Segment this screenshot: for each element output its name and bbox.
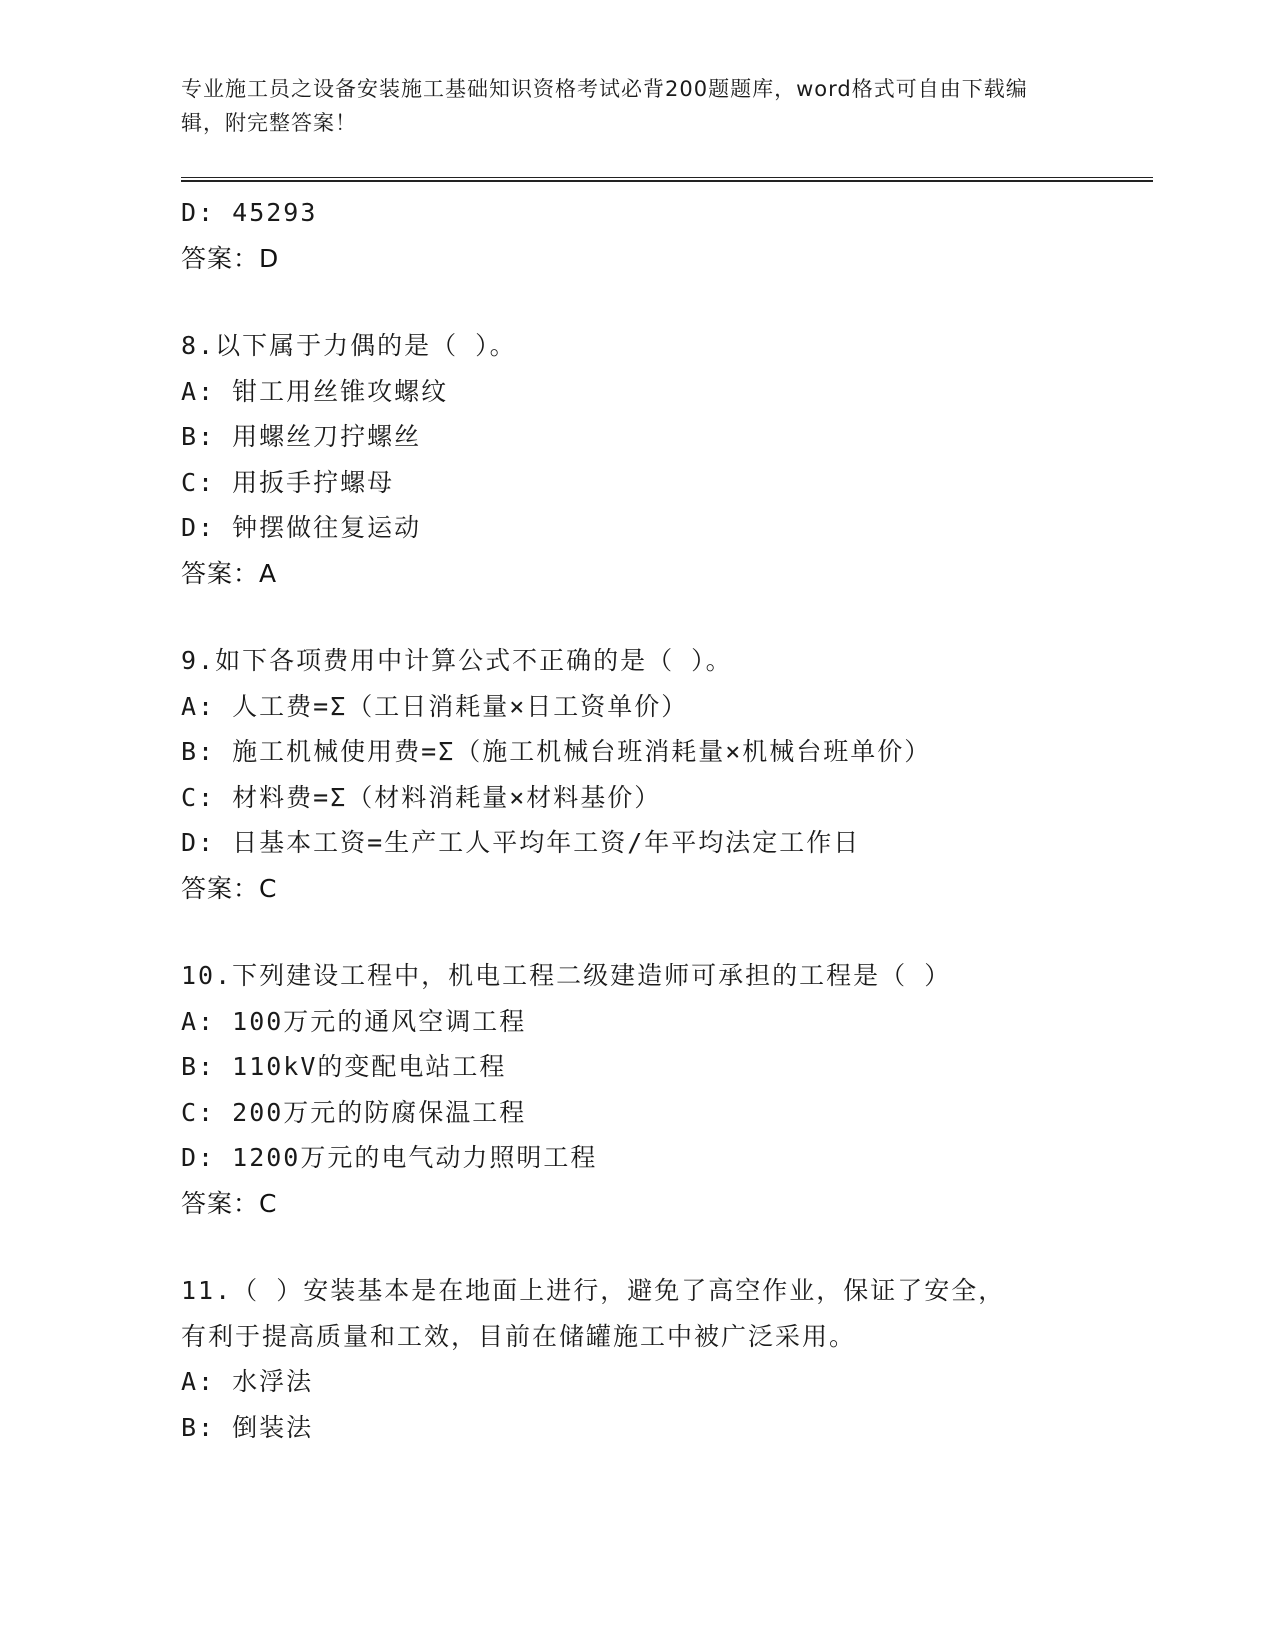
prev-question-option-d: D: 45293 — [181, 198, 318, 227]
question-stem: 9.如下各项费用中计算公式不正确的是（ ）。 — [181, 646, 733, 675]
question-spacer — [181, 596, 1153, 638]
option-d: D: 1200万元的电气动力照明工程 — [181, 1143, 598, 1172]
question-spacer — [181, 1226, 1153, 1268]
question-8 — [181, 323, 1153, 596]
question-spacer — [181, 281, 1153, 323]
question-content — [181, 190, 1153, 1450]
option-a: A: 人工费=Σ（工日消耗量×日工资单价） — [181, 691, 689, 721]
question-spacer — [181, 911, 1153, 953]
option-a: A: 100万元的通风空调工程 — [181, 1006, 527, 1036]
option-c: C: 用扳手拧螺母 — [181, 467, 395, 497]
option-b: B: 110kV的变配电站工程 — [181, 1052, 507, 1081]
option-a: A: 水浮法 — [181, 1367, 314, 1396]
prev-question-answer: 答案：D — [181, 243, 280, 273]
document-header: 专业施工员之设备安装施工基础知识资格考试必背200题题库，word格式可自由下载编辑，附完整答案！ — [181, 77, 1028, 135]
question-stem: 11.（ ）安装基本是在地面上进行，避免了高空作业，保证了安全，有利于提高质量和工效，目前在储罐施工中被广泛采用。 — [181, 1276, 1006, 1351]
question-stem: 8.以下属于力偶的是（ ）。 — [181, 331, 517, 360]
option-b: B: 施工机械使用费=Σ（施工机械台班消耗量×机械台班单价） — [181, 737, 932, 766]
question-10 — [181, 953, 1153, 1226]
option-b: B: 倒装法 — [181, 1412, 314, 1442]
question-answer: 答案：A — [181, 558, 278, 588]
option-d: D: 日基本工资=生产工人平均年工资/年平均法定工作日 — [181, 828, 861, 857]
option-c: C: 材料费=Σ（材料消耗量×材料基价） — [181, 782, 662, 812]
question-answer: 答案：C — [181, 873, 278, 903]
question-answer: 答案：C — [181, 1188, 278, 1218]
option-b: B: 用螺丝刀拧螺丝 — [181, 422, 422, 451]
question-9 — [181, 638, 1153, 911]
option-a: A: 钳工用丝锥攻螺纹 — [181, 376, 449, 406]
option-c: C: 200万元的防腐保温工程 — [181, 1097, 527, 1127]
header-divider — [181, 177, 1153, 182]
option-d: D: 钟摆做往复运动 — [181, 513, 422, 542]
question-11 — [181, 1268, 1153, 1450]
question-stem: 10.下列建设工程中，机电工程二级建造师可承担的工程是（ ） — [181, 961, 952, 990]
